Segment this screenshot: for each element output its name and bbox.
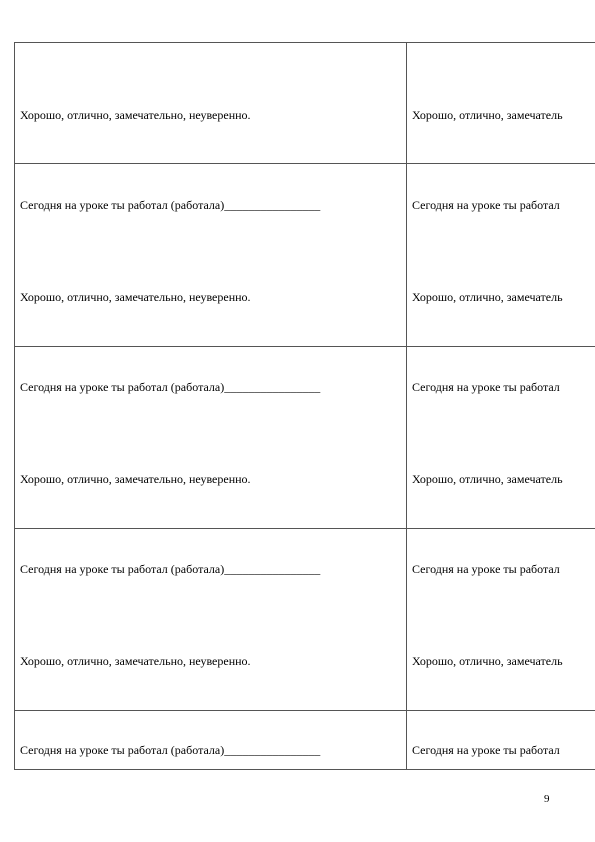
rating-options-text: Хорошо, отлично, замечатель [412,654,563,668]
lesson-prompt-text: Сегодня на уроке ты работал [412,380,560,394]
lesson-prompt-text: Сегодня на уроке ты работал (работала)________________ [20,743,321,757]
row-divider [14,163,595,164]
table-border-top [14,42,595,43]
rating-options-text: Хорошо, отлично, замечательно, неуверенно. [20,472,251,486]
lesson-prompt-text: Сегодня на уроке ты работал [412,198,560,212]
feedback-table [14,42,595,770]
lesson-prompt-text: Сегодня на уроке ты работал (работала)________________ [20,380,321,394]
lesson-prompt-text: Сегодня на уроке ты работал [412,562,560,576]
lesson-prompt-text: Сегодня на уроке ты работал (работала)________________ [20,562,321,576]
rating-options-text: Хорошо, отлично, замечательно, неуверенно. [20,654,251,668]
table-border-bottom [14,769,595,770]
rating-options-text: Хорошо, отлично, замечатель [412,108,563,122]
lesson-prompt-text: Сегодня на уроке ты работал [412,743,560,757]
rating-options-text: Хорошо, отлично, замечатель [412,290,563,304]
rating-options-text: Хорошо, отлично, замечатель [412,472,563,486]
rating-options-text: Хорошо, отлично, замечательно, неуверенно. [20,108,251,122]
table-border-left [14,42,15,770]
row-divider [14,346,595,347]
row-divider [14,710,595,711]
row-divider [14,528,595,529]
rating-options-text: Хорошо, отлично, замечательно, неуверенно. [20,290,251,304]
column-divider [406,42,407,770]
page-number: 9 [544,793,550,805]
lesson-prompt-text: Сегодня на уроке ты работал (работала)________________ [20,198,321,212]
